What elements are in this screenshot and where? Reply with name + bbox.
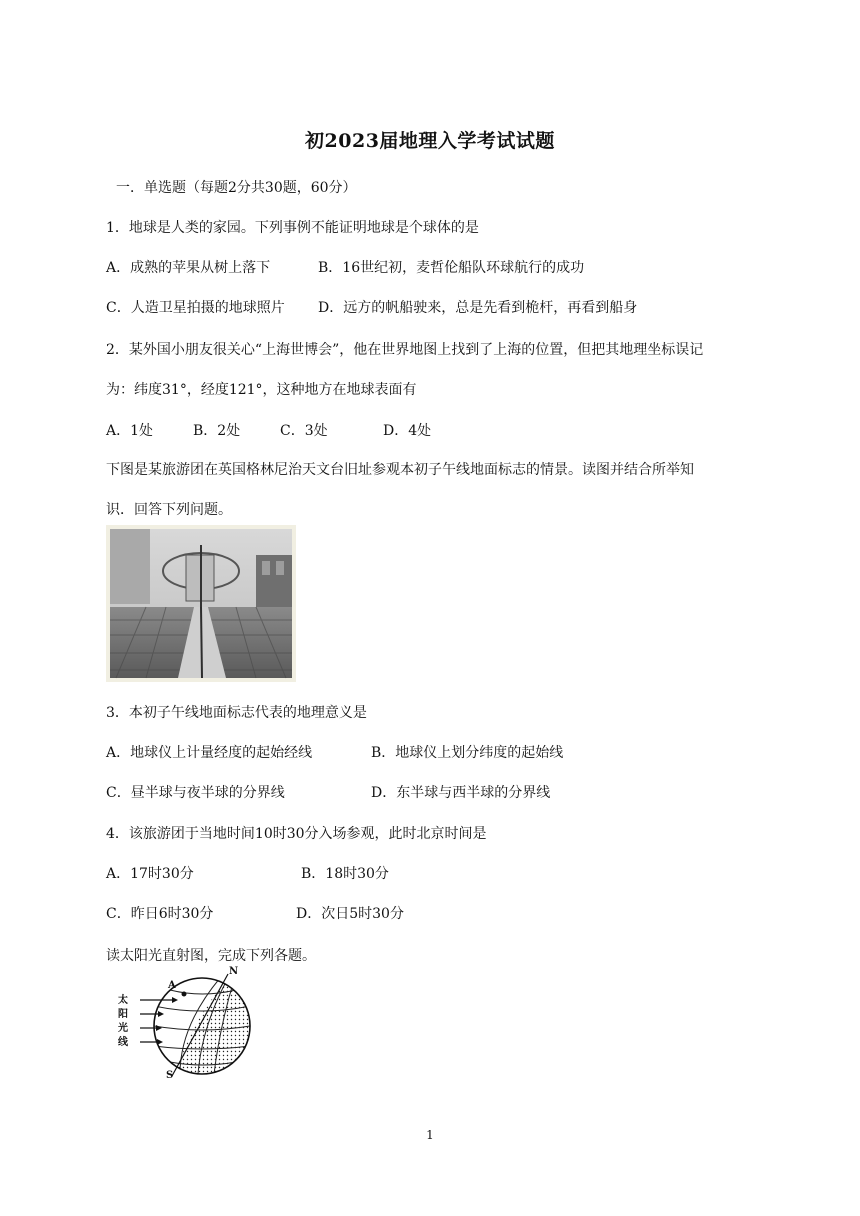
q2-option-b: B．2处 — [193, 423, 241, 439]
q4-option-a: A．17时30分 — [106, 866, 194, 882]
page-title: 初2023届地理入学考试试题 — [305, 130, 555, 152]
sunlight-label-char: 光 — [118, 1023, 128, 1034]
photo-icon — [106, 525, 296, 682]
south-label: S — [166, 1070, 174, 1081]
q1-option-c: C．人造卫星拍摄的地球照片 — [106, 300, 285, 316]
q3-option-d: D．东半球与西半球的分界线 — [371, 785, 551, 801]
passage1-line1: 下图是某旅游团在英国格林尼治天文台旧址参观本初子午线地面标志的情景。读图并结合所举知 — [106, 462, 694, 478]
q4-option-d: D．次日5时30分 — [296, 906, 404, 922]
q2-option-a: A．1处 — [106, 423, 154, 439]
q1-option-d: D．远方的帆船驶来，总是先看到桅杆，再看到船身 — [318, 300, 638, 316]
q2-stem-line2: 为：纬度31°，经度121°，这种地方在地球表面有 — [106, 382, 417, 398]
point-a-label: A — [168, 980, 176, 991]
q3-option-c: C．昼半球与夜半球的分界线 — [106, 785, 285, 801]
north-label: N — [229, 966, 239, 977]
q3-option-b: B．地球仪上划分纬度的起始线 — [371, 745, 564, 761]
sunlight-label-char: 线 — [118, 1037, 128, 1048]
sunlight-label-char: 阳 — [118, 1009, 128, 1020]
sunlight-diagram — [110, 966, 260, 1082]
globe-diagram-icon — [110, 966, 260, 1082]
q4-option-c: C．昨日6时30分 — [106, 906, 214, 922]
passage2: 读太阳光直射图，完成下列各题。 — [106, 948, 316, 964]
q2-option-c: C．3处 — [280, 423, 328, 439]
q1-stem: 1．地球是人类的家园。下列事例不能证明地球是个球体的是 — [106, 220, 479, 236]
q1-option-a: A．成熟的苹果从树上落下 — [106, 260, 271, 276]
passage1-line2: 识．回答下列问题。 — [106, 502, 232, 518]
q3-stem: 3．本初子午线地面标志代表的地理意义是 — [106, 705, 367, 721]
page-number: 1 — [426, 1128, 434, 1142]
q3-option-a: A．地球仪上计量经度的起始经线 — [106, 745, 313, 761]
sunlight-label — [118, 994, 128, 1050]
greenwich-meridian-photo — [106, 525, 296, 682]
q4-stem: 4．该旅游团于当地时间10时30分入场参观，此时北京时间是 — [106, 826, 487, 842]
sunlight-label-char: 太 — [118, 995, 128, 1006]
q2-stem-line1: 2．某外国小朋友很关心“上海世博会”，他在世界地图上找到了上海的位置，但把其地理坐标误记 — [106, 342, 704, 358]
q4-option-b: B．18时30分 — [301, 866, 389, 882]
q2-option-d: D．4处 — [383, 423, 432, 439]
section-header: 一．单选题（每题2分共30题，60分） — [116, 180, 357, 196]
q1-option-b: B．16世纪初，麦哲伦船队环球航行的成功 — [318, 260, 585, 276]
